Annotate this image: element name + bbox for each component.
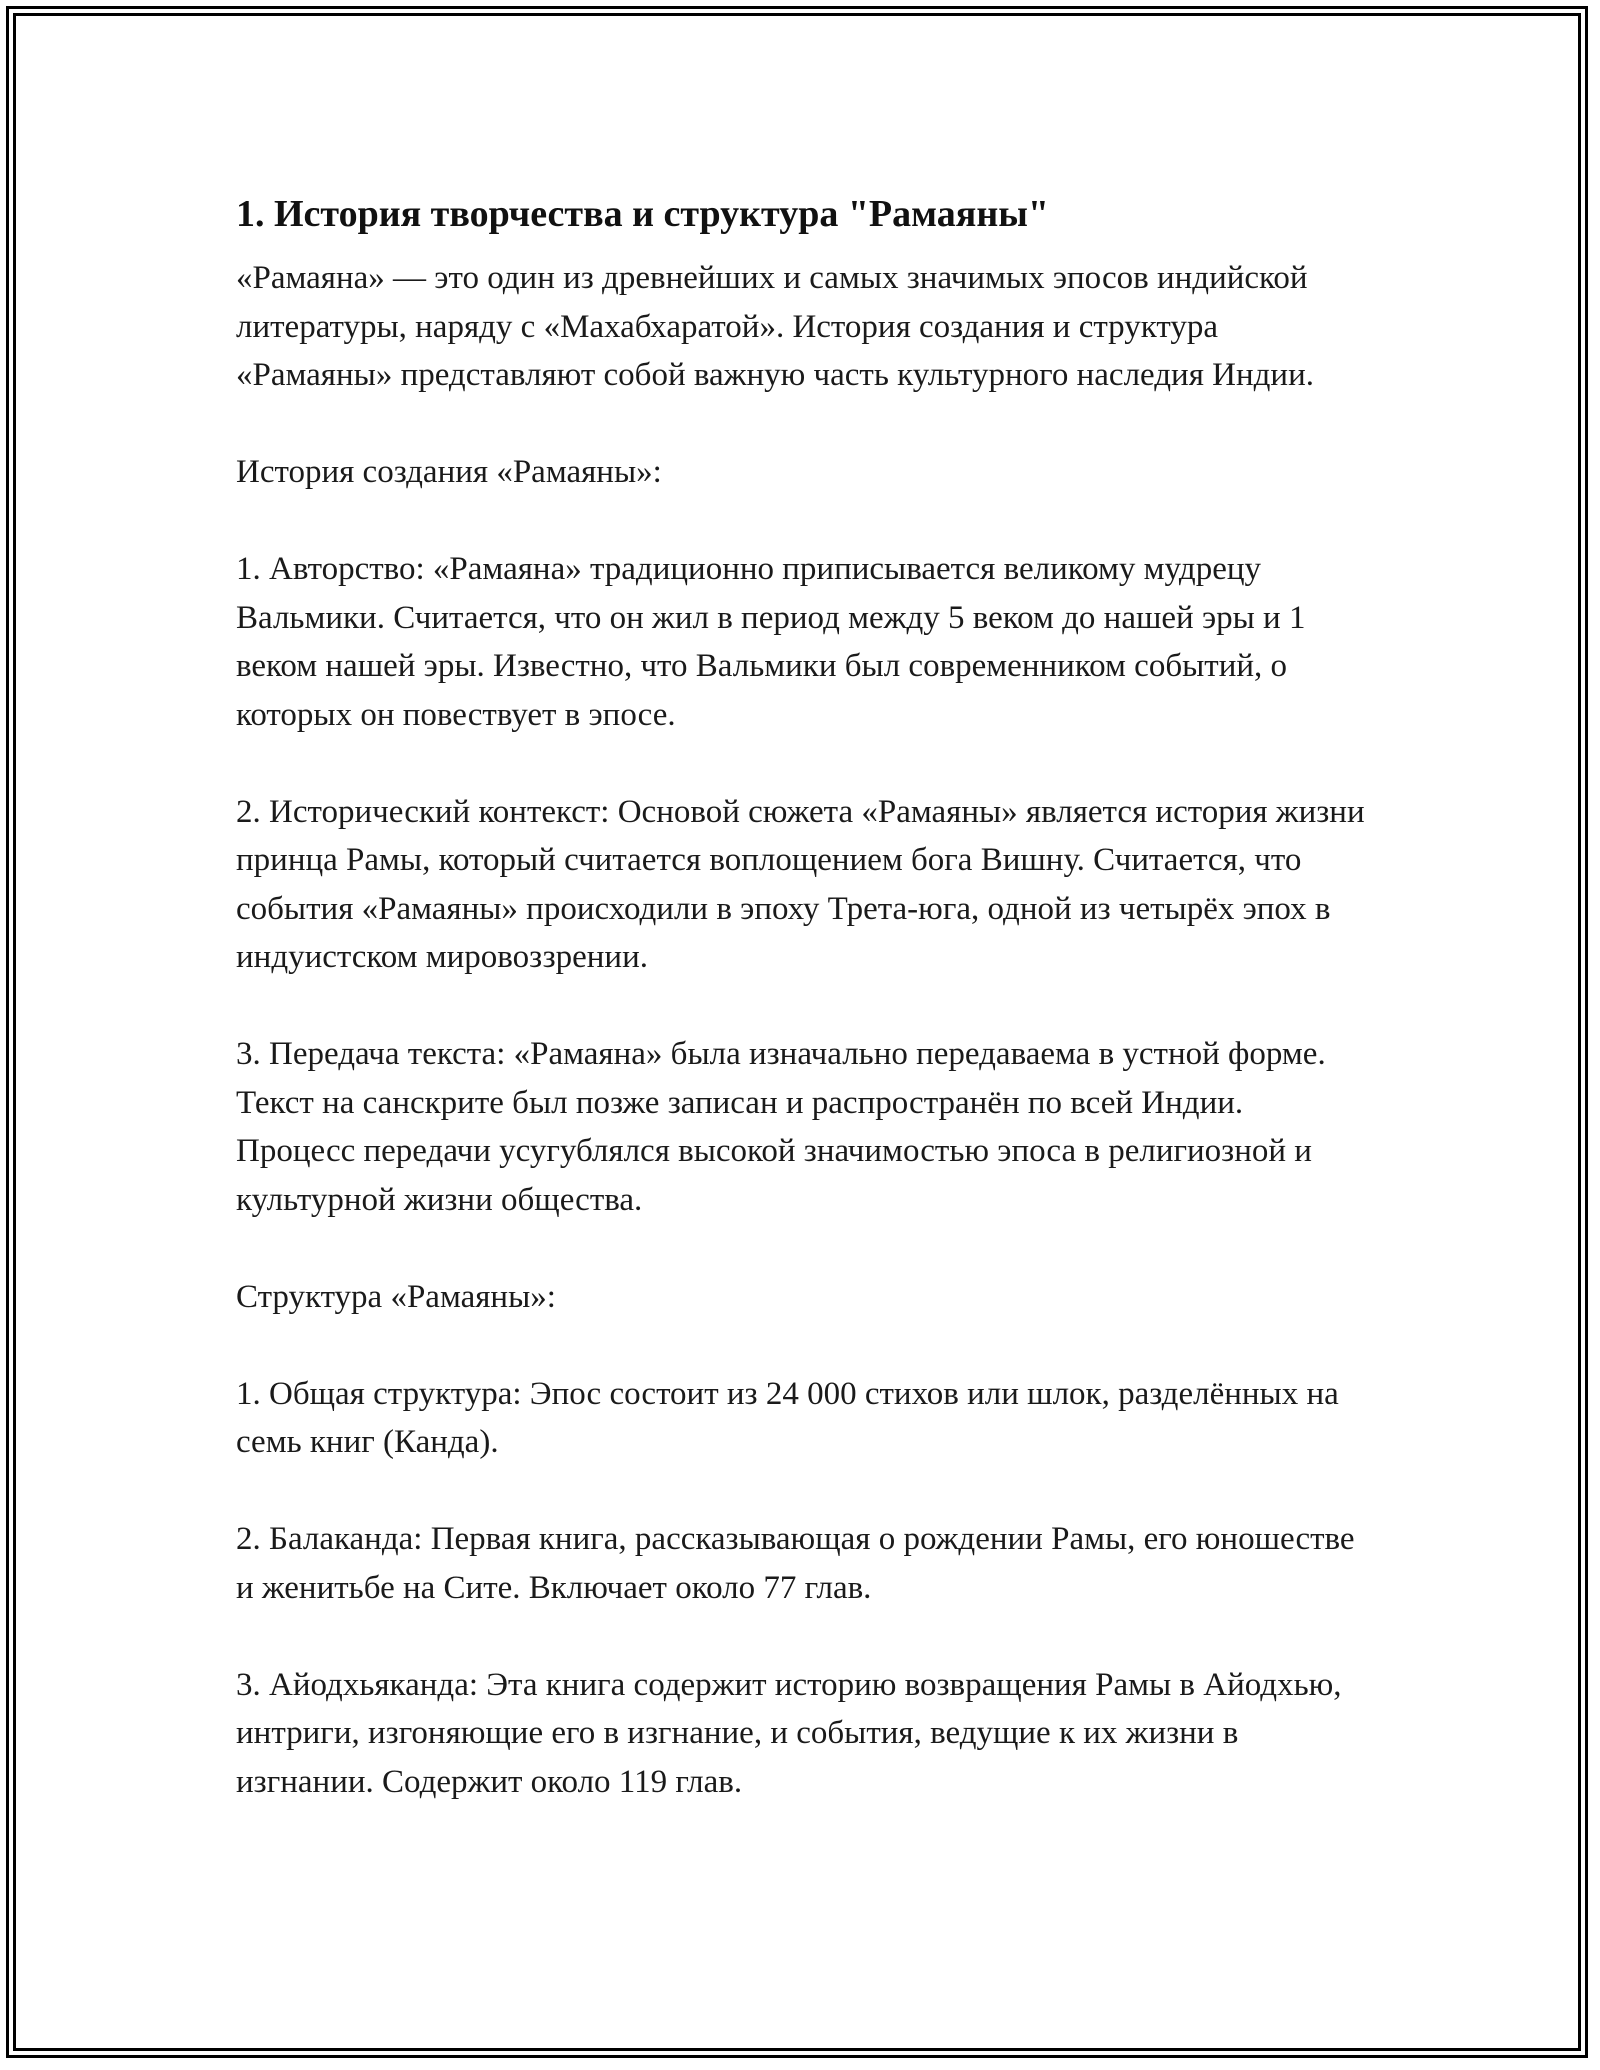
structure-subheading: Структура «Рамаяны»:: [236, 1278, 556, 1315]
intro-paragraph: «Рамаяна» — это один из древнейших и самых значимых эпосов индийской литературы, наряду с «Махабхаратой». История создания и структура «Рамаяны» представляют собой важную часть культурного наследия Индии.: [236, 260, 1314, 393]
history-item-context: 2. Исторический контекст: Основой сюжета «Рамаяны» является история жизни принца Рамы, который считается воплощением бога Вишну. Считается, что события «Рамаяны» происходили в эпоху Трета-юга, одной из четырёх эпох в индуистском мировоззрении.: [236, 793, 1365, 975]
structure-item-balakanda: 2. Балаканда: Первая книга, рассказывающая о рождении Рамы, его юношестве и женитьбе на Сите. Включает около 77 глав.: [236, 1521, 1355, 1606]
history-item-authorship: 1. Авторство: «Рамаяна» традиционно приписывается великому мудрецу Вальмики. Считается, что он жил в период между 5 веком до нашей эры и 1 веком нашей эры. Известно, что Вальмики был современником событий, о которых он повествует в эпосе.: [236, 551, 1306, 733]
structure-item-ayodhyakanda: 3. Айодхьяканда: Эта книга содержит историю возвращения Рамы в Айодхью, интриги, изгоняющие его в изгнание, и события, ведущие к их жизни в изгнании. Содержит около 119 глав.: [236, 1666, 1342, 1800]
history-subheading: История создания «Рамаяны»:: [236, 454, 662, 490]
history-item-transmission: 3. Передача текста: «Рамаяна» была изначально передаваема в устной форме. Текст на санскрите был позже записан и распространён по всей Индии. Процесс передачи усугублялся высокой значимостью эпоса в религиозной и культурной жизни общества.: [236, 1036, 1326, 1218]
section-heading: 1. История творчества и структура "Рамаяны": [236, 193, 1049, 235]
document-body: [236, 186, 1366, 1806]
structure-item-general: 1. Общая структура: Эпос состоит из 24 000 стихов или шлок, разделённых на семь книг (Канда).: [236, 1375, 1339, 1460]
